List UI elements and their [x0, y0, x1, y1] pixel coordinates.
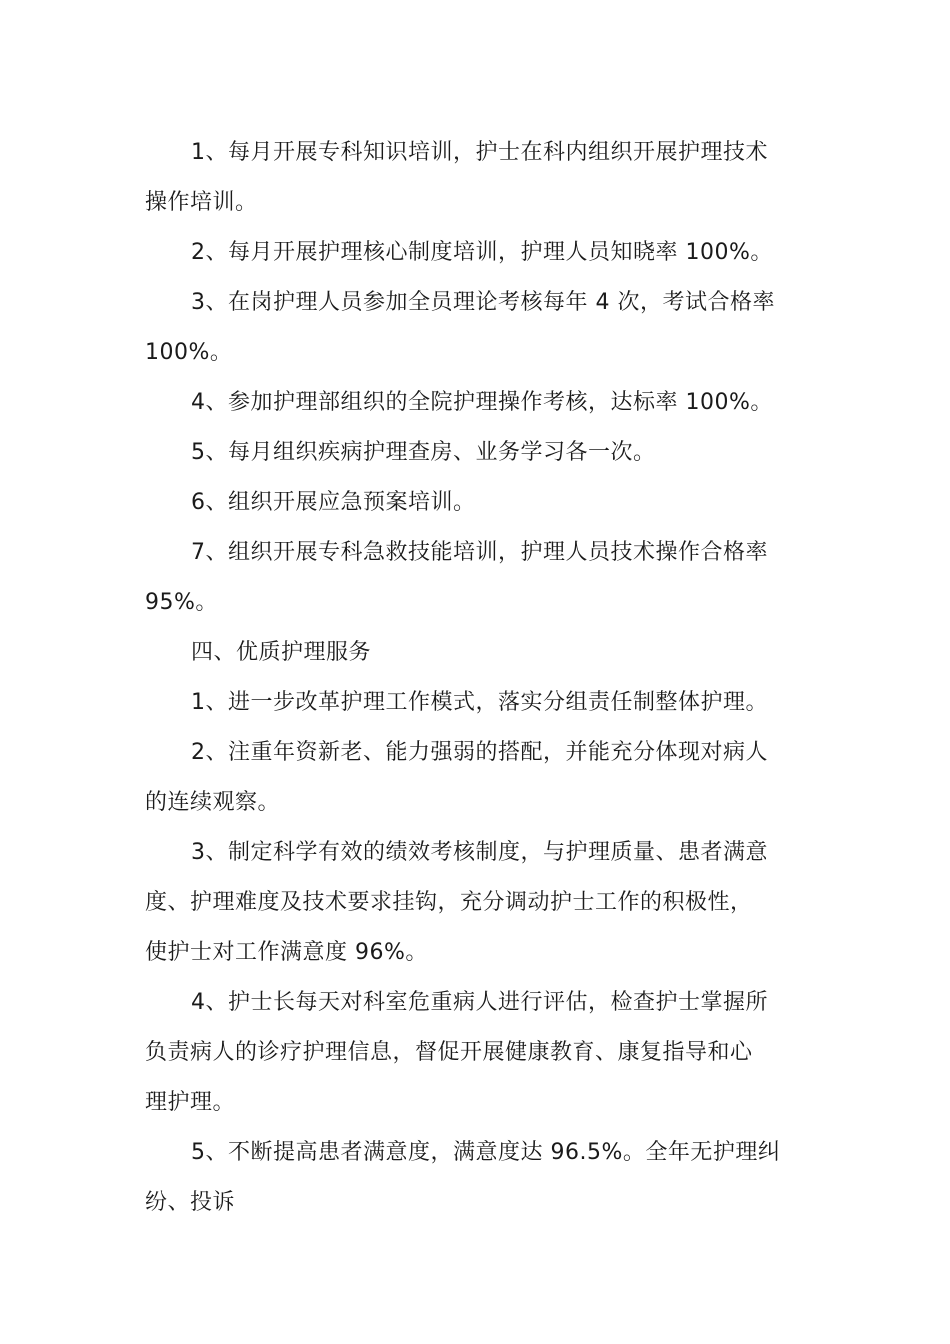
text-line: 负责病人的诊疗护理信息，督促开展健康教育、康复指导和心 — [145, 1040, 753, 1065]
training-item-3 — [145, 278, 810, 378]
text-line: 7、组织开展专科急救技能培训，护理人员技术操作合格率 — [191, 540, 768, 565]
text-line: 5、每月组织疾病护理查房、业务学习各一次。 — [191, 440, 656, 465]
text-line: 4、护士长每天对科室危重病人进行评估，检查护士掌握所 — [191, 990, 768, 1015]
text-line: 100%。 — [145, 340, 233, 365]
service-item-3 — [145, 828, 810, 978]
text-line: 度、护理难度及技术要求挂钩，充分调动护士工作的积极性， — [145, 890, 753, 915]
training-item-7 — [145, 528, 810, 628]
training-item-6 — [145, 478, 810, 528]
section-heading-4 — [145, 628, 810, 678]
text-line: 5、不断提高患者满意度，满意度达 96.5%。全年无护理纠 — [191, 1140, 781, 1165]
text-line: 95%。 — [145, 590, 218, 615]
text-line: 1、进一步改革护理工作模式，落实分组责任制整体护理。 — [191, 690, 768, 715]
service-item-1 — [145, 678, 810, 728]
text-line: 的连续观察。 — [145, 790, 281, 815]
text-line: 使护士对工作满意度 96%。 — [145, 940, 428, 965]
text-line: 2、注重年资新老、能力强弱的搭配，并能充分体现对病人 — [191, 740, 768, 765]
training-item-5 — [145, 428, 810, 478]
training-item-4 — [145, 378, 810, 428]
service-item-2 — [145, 728, 810, 828]
text-line: 理护理。 — [145, 1090, 236, 1115]
document-body — [145, 128, 810, 1228]
training-item-2 — [145, 228, 810, 278]
service-item-4 — [145, 978, 810, 1128]
text-line: 1、每月开展专科知识培训，护士在科内组织开展护理技术 — [191, 140, 768, 165]
text-line: 3、在岗护理人员参加全员理论考核每年 4 次，考试合格率 — [191, 290, 775, 315]
service-item-5 — [145, 1128, 810, 1228]
section-heading-text: 四、优质护理服务 — [191, 640, 372, 665]
text-line: 4、参加护理部组织的全院护理操作考核，达标率 100%。 — [191, 390, 773, 415]
text-line: 3、制定科学有效的绩效考核制度，与护理质量、患者满意 — [191, 840, 768, 865]
text-line: 纷、投诉 — [145, 1190, 236, 1215]
text-line: 6、组织开展应急预案培训。 — [191, 490, 476, 515]
text-line: 操作培训。 — [145, 190, 258, 215]
text-line: 2、每月开展护理核心制度培训，护理人员知晓率 100%。 — [191, 240, 773, 265]
training-item-1 — [145, 128, 810, 228]
